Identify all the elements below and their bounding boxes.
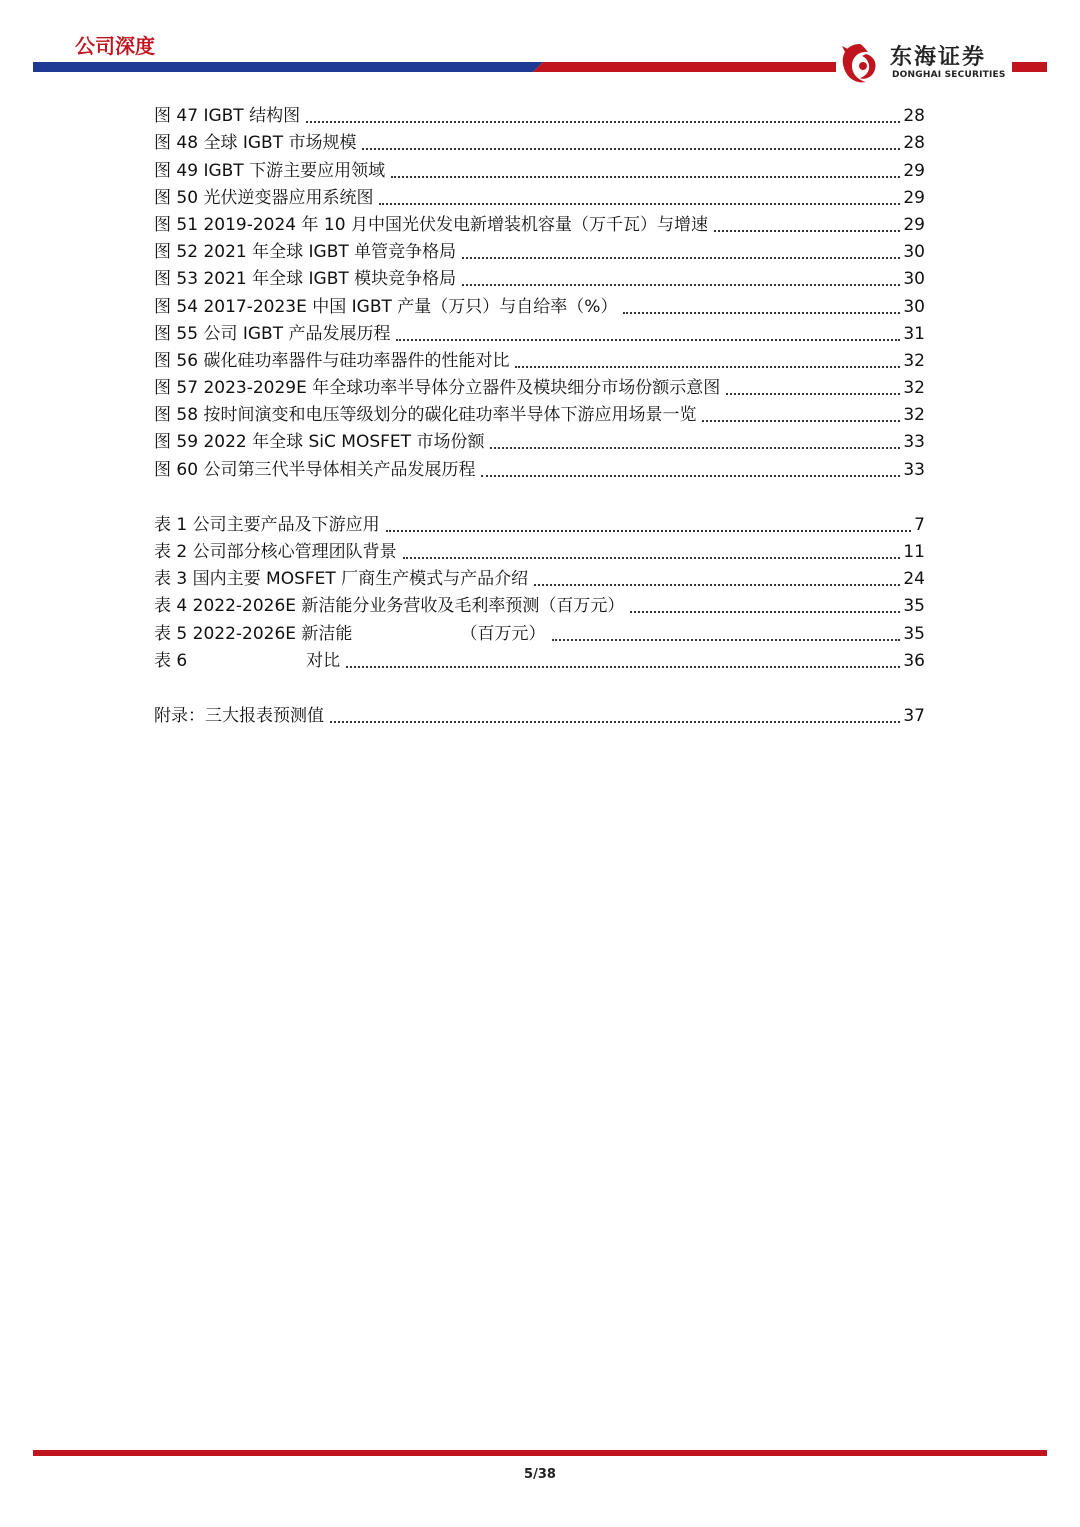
toc-entry-label: 图 47 IGBT 结构图 <box>154 106 301 127</box>
section-spacer <box>154 675 925 703</box>
toc-entry-table-1[interactable] <box>154 512 925 539</box>
dot-leader <box>403 557 901 559</box>
company-logo <box>836 38 1012 90</box>
toc-entry-figure-58[interactable] <box>154 402 925 429</box>
table-of-contents <box>154 103 925 730</box>
toc-entry-page: 30 <box>903 269 925 290</box>
toc-entry-label: 附录：三大报表预测值 <box>154 705 324 726</box>
toc-entry-figure-57[interactable] <box>154 375 925 402</box>
toc-entry-label: 图 51 2019-2024 年 10 月中国光伏发电新增装机容量（万千瓦）与增速 <box>154 214 708 235</box>
footer-divider-bar <box>33 1450 1047 1456</box>
toc-entry-figure-49[interactable] <box>154 157 925 184</box>
toc-entry-page: 32 <box>903 378 925 399</box>
toc-entry-page: 28 <box>903 106 925 127</box>
dot-leader <box>630 611 900 613</box>
toc-entry-page: 35 <box>903 596 925 617</box>
dot-leader <box>490 447 900 449</box>
page-number: 5/38 <box>524 1467 556 1482</box>
toc-entry-label: 图 57 2023-2029E 年全球功率半导体分立器件及模块细分市场份额示意图 <box>154 378 721 399</box>
dot-leader <box>396 339 900 341</box>
section-spacer <box>154 484 925 512</box>
logo-english-text: DONGHAI SECURITIES <box>892 70 1006 80</box>
section-title: 公司深度 <box>75 34 155 58</box>
toc-entry-label: 表 2 公司部分核心管理团队背景 <box>154 542 397 562</box>
toc-entry-figure-60[interactable] <box>154 456 925 483</box>
toc-entry-table-5[interactable] <box>154 620 925 647</box>
toc-entry-label: 表 1 公司主要产品及下游应用 <box>154 514 380 535</box>
toc-entry-page: 29 <box>903 187 925 208</box>
toc-entry-page: 32 <box>903 405 925 426</box>
appendix-list <box>154 703 925 730</box>
toc-entry-page: 29 <box>903 214 925 235</box>
toc-entry-figure-56[interactable] <box>154 348 925 375</box>
toc-entry-label: 图 48 全球 IGBT 市场规模 <box>154 133 357 154</box>
toc-entry-table-4[interactable] <box>154 593 925 620</box>
dragon-logo-icon <box>836 38 884 90</box>
toc-entry-label: 表 3 国内主要 MOSFET 厂商生产模式与产品介绍 <box>154 569 529 590</box>
toc-entry-label: 表 5 2022-2026E 新洁能 （百万元） <box>154 623 546 644</box>
toc-entry-page: 32 <box>903 350 925 371</box>
toc-entry-page: 30 <box>903 242 925 263</box>
dot-leader <box>391 176 900 178</box>
toc-entry-page: 35 <box>903 623 925 644</box>
toc-entry-page: 36 <box>903 650 925 671</box>
dot-leader <box>306 121 900 123</box>
dot-leader <box>714 230 900 232</box>
toc-entry-figure-51[interactable] <box>154 212 925 239</box>
toc-entry-table-2[interactable] <box>154 539 925 566</box>
toc-entry-label: 图 50 光伏逆变器应用系统图 <box>154 187 374 208</box>
toc-entry-label: 图 60 公司第三代半导体相关产品发展历程 <box>154 459 476 480</box>
dot-leader <box>462 257 900 259</box>
dot-leader <box>386 530 912 532</box>
dot-leader <box>726 393 900 395</box>
dot-leader <box>379 203 900 205</box>
toc-entry-label: 图 53 2021 年全球 IGBT 模块竞争格局 <box>154 269 457 290</box>
toc-entry-page: 28 <box>903 133 925 154</box>
dot-leader <box>462 284 900 286</box>
dot-leader <box>515 366 900 368</box>
toc-entry-table-6[interactable] <box>154 648 925 675</box>
toc-entry-label: 图 59 2022 年全球 SiC MOSFET 市场份额 <box>154 432 485 453</box>
toc-entry-page: 33 <box>903 432 925 453</box>
toc-entry-figure-55[interactable] <box>154 321 925 348</box>
toc-entry-page: 33 <box>903 459 925 480</box>
dot-leader <box>702 420 900 422</box>
toc-entry-table-3[interactable] <box>154 566 925 593</box>
logo-chinese-text: 东海证券 <box>890 45 987 70</box>
toc-entry-label: 图 54 2017-2023E 中国 IGBT 产量（万只）与自给率（%） <box>154 296 618 317</box>
toc-entry-appendix[interactable] <box>154 703 925 730</box>
toc-entry-page: 29 <box>903 160 925 181</box>
toc-entry-label: 表 4 2022-2026E 新洁能分业务营收及毛利率预测（百万元） <box>154 596 625 617</box>
dot-leader <box>362 148 900 150</box>
toc-entry-figure-50[interactable] <box>154 185 925 212</box>
toc-entry-figure-59[interactable] <box>154 429 925 456</box>
table-list <box>154 512 925 675</box>
toc-entry-page: 24 <box>903 569 925 590</box>
toc-entry-figure-53[interactable] <box>154 266 925 293</box>
toc-entry-page: 31 <box>903 323 925 344</box>
dot-leader <box>534 584 900 586</box>
toc-entry-page: 37 <box>903 705 925 726</box>
toc-entry-label: 图 49 IGBT 下游主要应用领域 <box>154 160 386 181</box>
toc-entry-figure-52[interactable] <box>154 239 925 266</box>
dot-leader <box>552 639 901 641</box>
dot-leader <box>623 312 900 314</box>
dot-leader <box>481 475 900 477</box>
toc-entry-label: 表 6 对比 <box>154 650 341 671</box>
toc-entry-label: 图 52 2021 年全球 IGBT 单管竞争格局 <box>154 242 457 263</box>
toc-entry-label: 图 55 公司 IGBT 产品发展历程 <box>154 323 391 344</box>
toc-entry-figure-54[interactable] <box>154 293 925 320</box>
toc-entry-label: 图 56 碳化硅功率器件与硅功率器件的性能对比 <box>154 350 510 371</box>
toc-entry-page: 30 <box>903 296 925 317</box>
toc-entry-label: 图 58 按时间演变和电压等级划分的碳化硅功率半导体下游应用场景一览 <box>154 405 697 426</box>
toc-entry-page: 7 <box>914 514 925 535</box>
dot-leader <box>346 666 900 668</box>
toc-entry-figure-48[interactable] <box>154 130 925 157</box>
toc-entry-figure-47[interactable] <box>154 103 925 130</box>
figure-list <box>154 103 925 484</box>
dot-leader <box>330 721 900 723</box>
toc-entry-page: 11 <box>903 542 925 562</box>
